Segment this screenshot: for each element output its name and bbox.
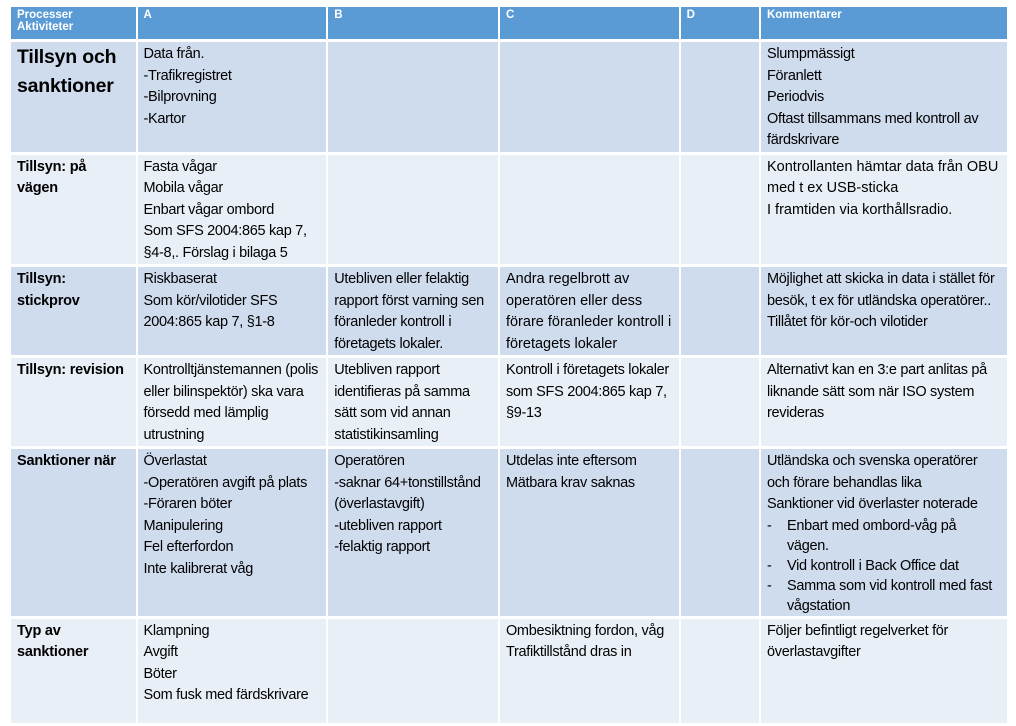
header-col-comments: Kommentarer: [761, 7, 1007, 39]
cell-comments: Alternativt kan en 3:e part anlitas på liknande sätt som när ISO system revideras: [761, 358, 1007, 446]
cell-d: [681, 619, 759, 723]
header-col-b: B: [328, 7, 498, 39]
row-label: Typ av sanktioner: [11, 619, 136, 723]
cell-a: Riskbaserat Som kör/vilotider SFS 2004:865 kap 7, §1-8: [138, 267, 327, 355]
cell-comments: Slumpmässigt Föranlett Periodvis Oftast tillsammans med kontroll av färdskrivare: [761, 42, 1007, 152]
cell-comments: Kontrollanten hämtar data från OBU med t ex USB-sticka I framtiden via korthållsradio.: [761, 155, 1007, 265]
comment-bullet: - Samma som vid kontroll med fast vågstation: [766, 577, 993, 614]
row-label: Tillsyn: på vägen: [11, 155, 136, 265]
cell-a: Data från. -Trafikregistret -Bilprovning -Kartor: [138, 42, 327, 152]
cell-comments: Utländska och svenska operatörer och förare behandlas lika Sanktioner vid överlaster noterade - Enbart med ombord-våg på vägen. - Vid kontroll i Back Office dat - Samma som vid kontroll med fast vågstation: [761, 449, 1007, 616]
cell-d: [681, 358, 759, 446]
cell-d: [681, 155, 759, 265]
cell-comments: Följer befintligt regelverket för överlastavgifter: [761, 619, 1007, 723]
cell-a: Fasta vågar Mobila vågar Enbart vågar ombord Som SFS 2004:865 kap 7, §4-8,. Förslag i bilaga 5: [138, 155, 327, 265]
table-row: [11, 155, 1007, 265]
header-processes: Processer: [17, 9, 73, 21]
cell-c: Ombesiktning fordon, våg Trafiktillstånd dras in: [500, 619, 679, 723]
table-row: [11, 358, 1007, 446]
cell-b: Utebliven rapport identifieras på samma sätt som vid annan statistikinsamling: [328, 358, 498, 446]
cell-b: [328, 155, 498, 265]
cell-c: Andra regelbrott av operatören eller dess förare föranleder kontroll i företagets lokaler: [500, 267, 679, 355]
cell-b: Utebliven eller felaktig rapport först varning sen föranleder kontroll i företagets lokaler.: [328, 267, 498, 355]
row-label: Tillsyn och sanktioner: [11, 42, 136, 152]
cell-c: Utdelas inte eftersom Mätbara krav saknas: [500, 449, 679, 616]
cell-c: [500, 42, 679, 152]
cell-c: Kontroll i företagets lokaler som SFS 2004:865 kap 7, §9-13: [500, 358, 679, 446]
cell-a: Överlastat -Operatören avgift på plats -Föraren böter Manipulering Fel efterfordon Inte kalibrerat våg: [138, 449, 327, 616]
header-processes-activities: [11, 7, 136, 39]
header-col-d: D: [681, 7, 759, 39]
cell-a: Klampning Avgift Böter Som fusk med färdskrivare: [138, 619, 327, 723]
cell-a: Kontrolltjänstemannen (polis eller bilinspektör) ska vara försedd med lämplig utrustning: [138, 358, 327, 446]
comment-bullet: - Enbart med ombord-våg på vägen.: [766, 517, 957, 554]
cell-b: [328, 619, 498, 723]
cell-d: [681, 449, 759, 616]
process-table: [9, 4, 1009, 726]
row-label: Sanktioner när: [11, 449, 136, 616]
comment-bullet: - Vid kontroll i Back Office dat: [766, 557, 959, 574]
cell-d: [681, 267, 759, 355]
table-row: [11, 42, 1007, 152]
cell-b: [328, 42, 498, 152]
row-label: Tillsyn: revision: [11, 358, 136, 446]
table-row: [11, 619, 1007, 723]
header-col-a: A: [138, 7, 327, 39]
cell-comments: Möjlighet att skicka in data i stället för besök, t ex för utländska operatörer.. Tillåtet för kör-och vilotider: [761, 267, 1007, 355]
header-col-c: C: [500, 7, 679, 39]
table-row: [11, 449, 1007, 616]
cell-d: [681, 42, 759, 152]
cell-b: Operatören -saknar 64+tonstillstånd (överlastavgift) -utebliven rapport -felaktig rapport: [328, 449, 498, 616]
header-activities: Aktiviteter: [17, 21, 74, 33]
table-row: [11, 267, 1007, 355]
row-label: Tillsyn: stickprov: [11, 267, 136, 355]
header-row: [11, 7, 1007, 39]
cell-c: [500, 155, 679, 265]
